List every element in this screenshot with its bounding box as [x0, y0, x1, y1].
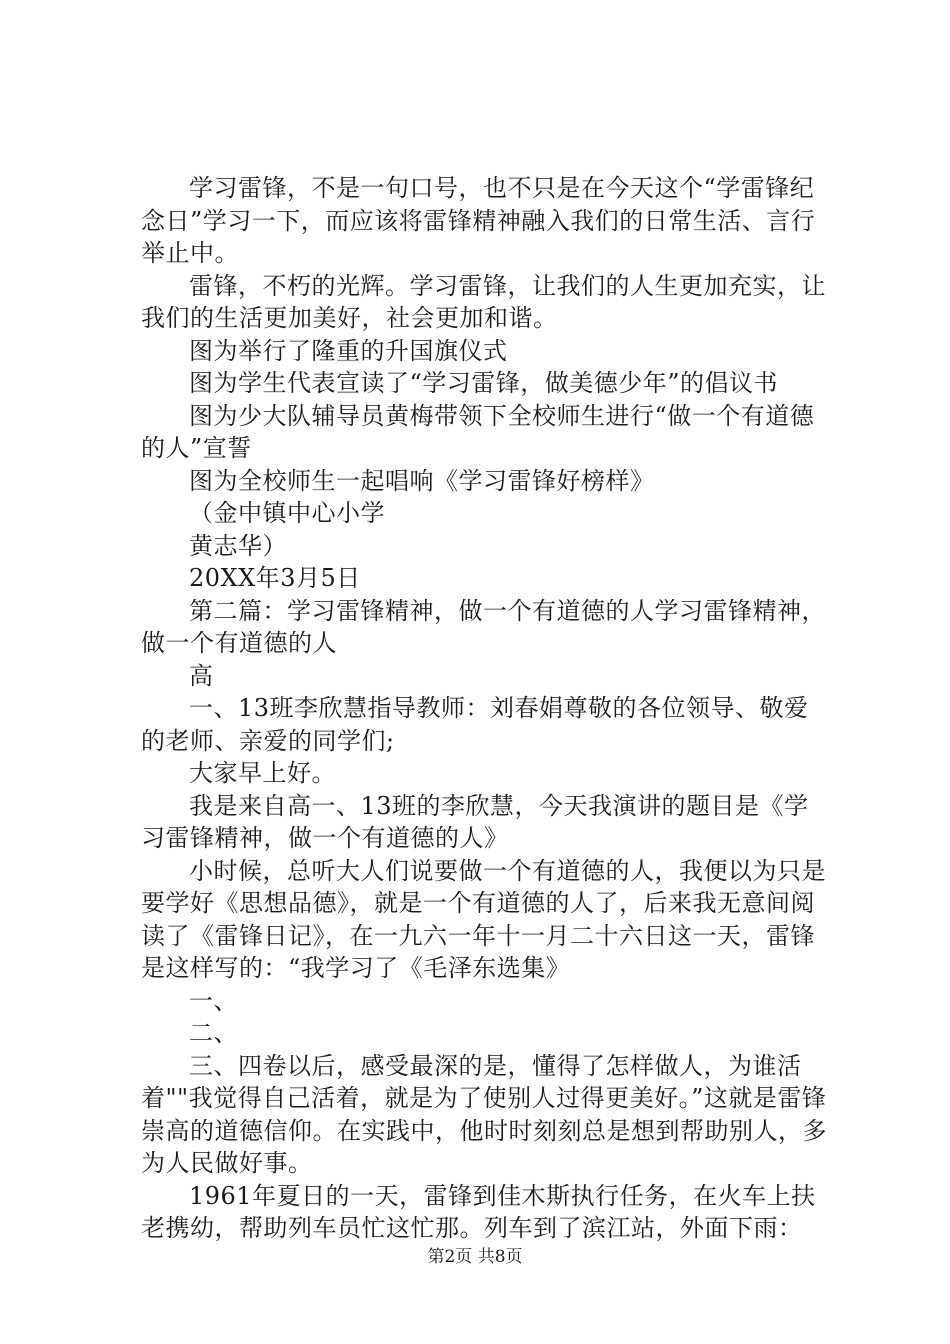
paragraph: 图为学生代表宣读了“学习雷锋，做美德少年”的倡议书	[189, 369, 779, 397]
paragraph: 三、四卷以后，感受最深的是，懂得了怎样做人，为谁活着""我觉得自己活着，就是为了使别人过得更美好。”这就是雷锋崇高的道德信仰。在实践中，他时时刻刻总是想到帮助别人，多为人民做好事。	[141, 1051, 827, 1177]
paragraph: 我是来自高一、13班的李欣慧，今天我演讲的题目是《学习雷锋精神，做一个有道德的人》	[141, 791, 809, 852]
paragraph: 高	[189, 661, 214, 690]
paragraph: （金中镇中心小学	[189, 499, 385, 527]
paragraph: 第二篇：学习雷锋精神，做一个有道德的人学习雷锋精神，做一个有道德的人	[141, 596, 826, 657]
paragraph: 图为全校师生一起唱响《学习雷锋好榜样》	[189, 466, 655, 495]
document-body	[141, 172, 831, 1245]
paragraph: 20XX年3月5日	[189, 564, 361, 592]
page-number-footer: 第2页 共8页	[427, 1247, 523, 1267]
paragraph: 一、13班李欣慧指导教师：刘春娟尊敬的各位领导、敬爱的老师、亲爱的同学们;	[141, 694, 809, 755]
paragraph: 一、	[189, 986, 238, 1015]
paragraph: 黄志华）	[189, 531, 287, 560]
paragraph: 图为少大队辅导员黄梅带领下全校师生进行“做一个有道德的人”宣誓	[141, 401, 815, 462]
paragraph: 大家早上好。	[189, 759, 336, 787]
paragraph: 学习雷锋，不是一句口号，也不只是在今天这个“学雷锋纪念日”学习一下，而应该将雷锋精神融入我们的日常生活、言行举止中。	[141, 174, 816, 267]
paragraph: 图为举行了隆重的升国旗仪式	[189, 336, 508, 365]
paragraph: 小时候，总听大人们说要做一个有道德的人，我便以为只是要学好《思想品德》，就是一个有道德的人了，后来我无意间阅读了《雷锋日记》，在一九六一年十一月二十六日这一天，雷锋是这样写的：“我学习了《毛泽东选集》	[141, 856, 826, 982]
paragraph: 1961年夏日的一天，雷锋到佳木斯执行任务，在火车上扶老携幼，帮助列车员忙这忙那。列车到了滨江站，外面下雨：	[141, 1181, 816, 1242]
paragraph: 二、	[189, 1019, 238, 1047]
paragraph: 雷锋，不朽的光辉。学习雷锋，让我们的人生更加充实，让我们的生活更加美好，社会更加和谐。	[141, 271, 826, 332]
